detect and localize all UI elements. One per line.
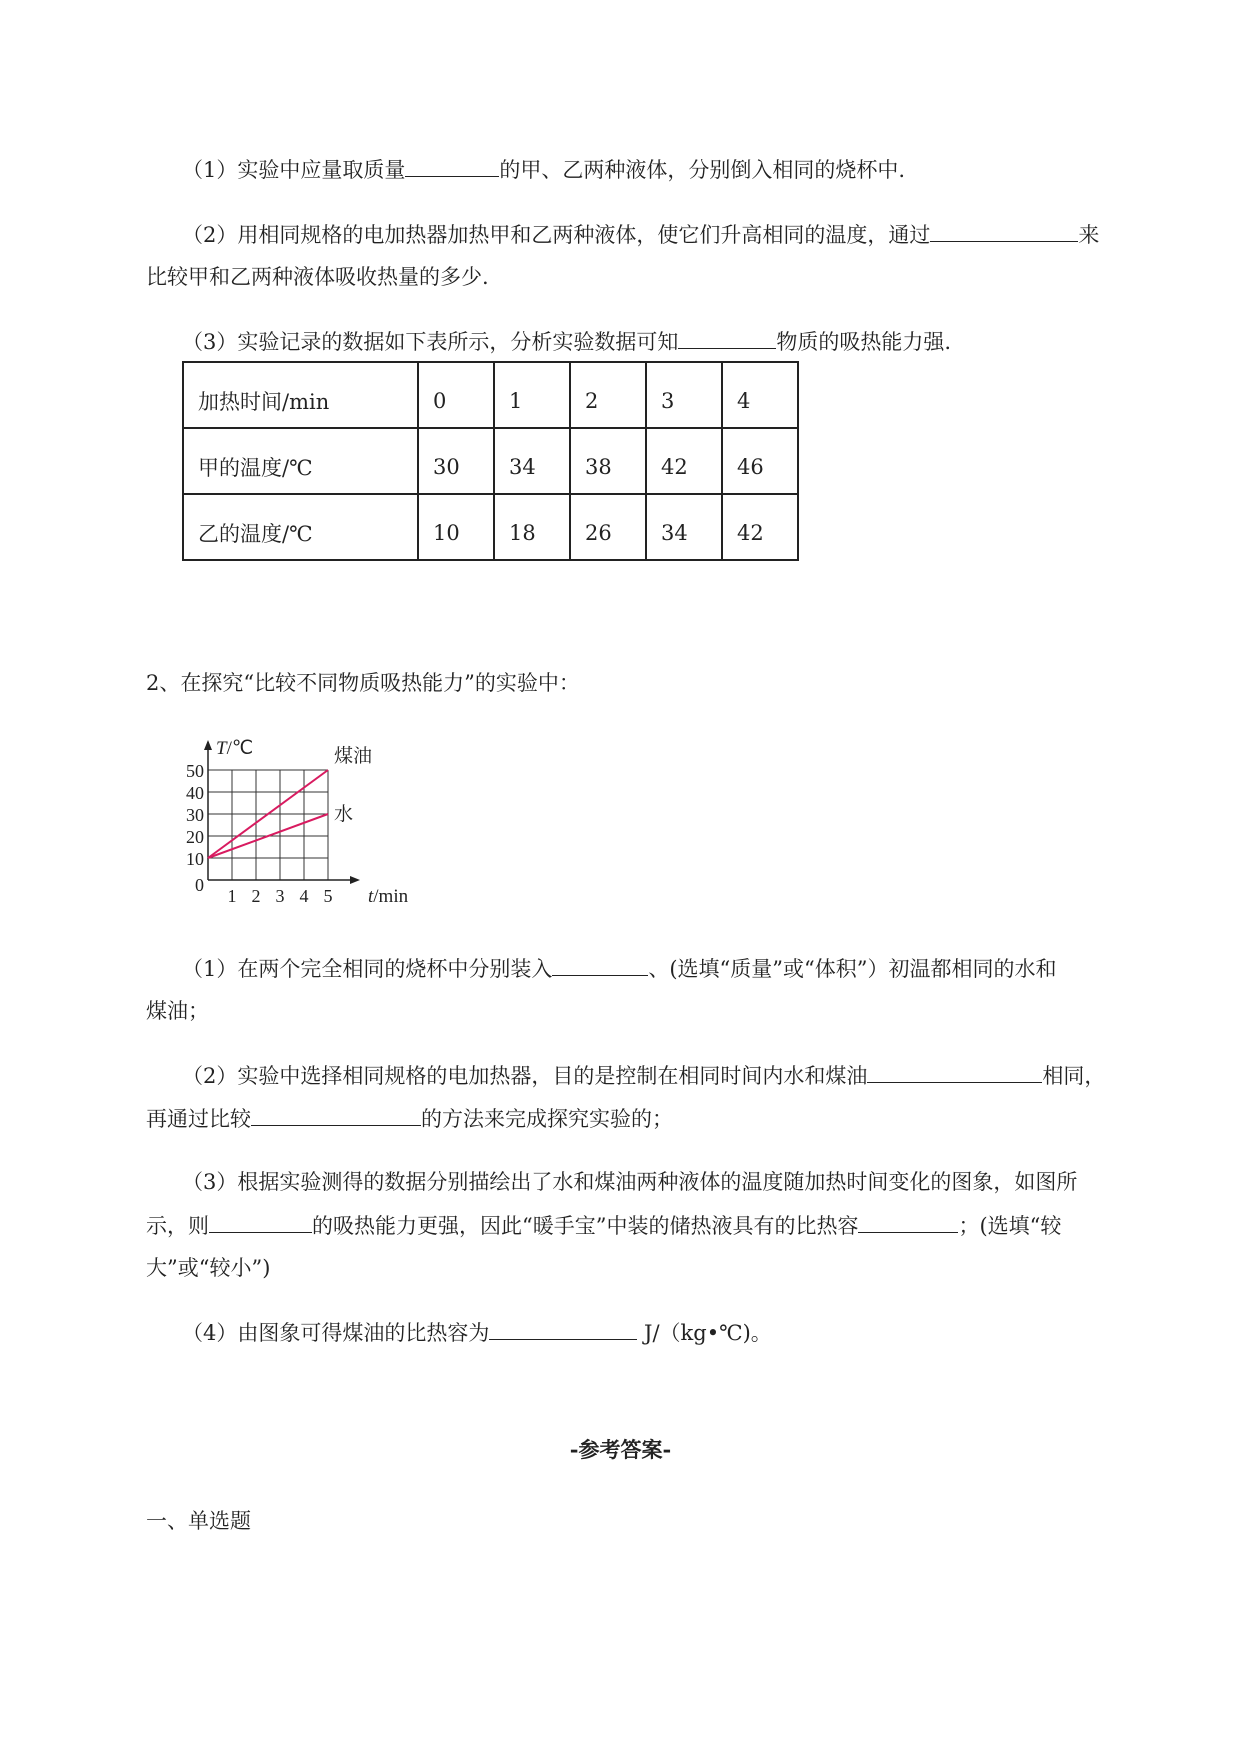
q2-part2-text-b: 相同， <box>1042 1064 1106 1088</box>
q1-part2-cont <box>146 262 489 292</box>
answer-blank[interactable] <box>489 1317 637 1340</box>
q2-part2-text-d: 的方法来完成探究实验的； <box>421 1107 673 1131</box>
table-cell: 4 <box>722 362 798 428</box>
table-row <box>183 362 798 428</box>
q1-part3-text-b: 物质的吸热能力强. <box>776 330 952 354</box>
q1-part2-text-a: （2）用相同规格的电加热器加热甲和乙两种液体，使它们升高相同的温度，通过 <box>182 223 931 247</box>
table-cell: 34 <box>494 428 570 494</box>
temperature-table <box>182 361 799 561</box>
y-tick-label: 10 <box>186 849 204 869</box>
x-tick-label: 3 <box>275 886 285 906</box>
answer-section-heading: 一、单选题 <box>146 1509 251 1533</box>
temperature-time-chart <box>170 732 430 922</box>
q2-part3-cont <box>146 1210 1061 1241</box>
table-cell: 42 <box>646 428 722 494</box>
answer-title: -参考答案- <box>569 1437 672 1462</box>
table-cell: 加热时间/min <box>183 362 418 428</box>
table-cell: 30 <box>418 428 494 494</box>
table-cell: 乙的温度/℃ <box>183 494 418 560</box>
x-tick-label: 5 <box>323 886 333 906</box>
answer-blank[interactable] <box>858 1210 958 1233</box>
y-tick-label: 40 <box>186 783 204 803</box>
q1-part1-text-a: （1）实验中应量取质量 <box>182 158 406 182</box>
q2-part3-text-e: 大”或“较小”) <box>146 1256 271 1280</box>
x-tick-label: 1 <box>227 886 237 906</box>
q2-part3-text-a: （3）根据实验测得的数据分别描绘出了水和煤油两种液体的温度随加热时间变化的图象，如图所 <box>182 1170 1078 1194</box>
q1-part1-text-b: 的甲、乙两种液体，分别倒入相同的烧杯中. <box>499 158 906 182</box>
q2-part2 <box>182 1060 1105 1091</box>
answer-blank[interactable] <box>209 1210 312 1233</box>
y-axis-arrow <box>204 740 212 750</box>
q2-part3-text-d: ；(选填“较 <box>958 1214 1062 1238</box>
y-tick-label: 20 <box>186 827 204 847</box>
x-tick-label: 2 <box>251 886 261 906</box>
answer-blank[interactable] <box>405 154 499 177</box>
y-tick-label: 50 <box>186 761 204 781</box>
q2-part1-cont <box>146 996 209 1026</box>
answer-blank[interactable] <box>552 953 648 976</box>
x-axis-label: t/min <box>368 886 409 907</box>
q1-part2-text-c: 比较甲和乙两种液体吸收热量的多少. <box>146 265 489 289</box>
table-cell: 34 <box>646 494 722 560</box>
table-cell: 10 <box>418 494 494 560</box>
table-row <box>183 428 798 494</box>
q1-part3-text-a: （3）实验记录的数据如下表所示，分析实验数据可知 <box>182 330 679 354</box>
y-tick-label: 0 <box>195 875 204 895</box>
table-cell: 甲的温度/℃ <box>183 428 418 494</box>
series-label-1: 煤油 <box>334 745 373 767</box>
q2-part3-cont2 <box>146 1253 270 1283</box>
table-cell: 26 <box>570 494 646 560</box>
answer-blank[interactable] <box>251 1103 421 1126</box>
q1-part2-text-b: 来 <box>1078 223 1100 247</box>
table-cell: 1 <box>494 362 570 428</box>
table-cell: 0 <box>418 362 494 428</box>
table-cell: 38 <box>570 428 646 494</box>
q2-title: 2、在探究“比较不同物质吸热能力”的实验中： <box>146 671 580 695</box>
answer-blank[interactable] <box>867 1060 1042 1083</box>
table-cell: 42 <box>722 494 798 560</box>
q2-part1-text-c: 煤油； <box>146 999 209 1023</box>
q2-part4 <box>182 1317 772 1348</box>
answer-blank[interactable] <box>930 219 1078 242</box>
q2-part2-text-c: 再通过比较 <box>146 1107 251 1131</box>
answer-blank[interactable] <box>678 326 776 349</box>
q2-part3-text-b: 示，则 <box>146 1214 209 1238</box>
table-cell: 3 <box>646 362 722 428</box>
series-label-2: 水 <box>334 803 354 825</box>
table-cell: 18 <box>494 494 570 560</box>
table-cell: 2 <box>570 362 646 428</box>
table-row <box>183 494 798 560</box>
table-cell: 46 <box>722 428 798 494</box>
x-tick-label: 4 <box>299 886 309 906</box>
q1-part3 <box>182 326 951 357</box>
q2-part4-text-a: （4）由图象可得煤油的比热容为 <box>182 1321 490 1345</box>
x-axis-arrow <box>350 876 360 884</box>
q2-part1-text-b: 、(选填“质量”或“体积”）初温都相同的水和 <box>648 957 1057 981</box>
q1-part1 <box>182 154 905 185</box>
q2-part2-cont <box>146 1103 673 1134</box>
q2-part3-text-c: 的吸热能力更强，因此“暖手宝”中装的储热液具有的比热容 <box>312 1214 859 1238</box>
q2-part1-text-a: （1）在两个完全相同的烧杯中分别装入 <box>182 957 553 981</box>
y-axis-label: T/℃ <box>216 738 254 759</box>
q1-part2 <box>182 219 1099 250</box>
q2-part2-text-a: （2）实验中选择相同规格的电加热器，目的是控制在相同时间内水和煤油 <box>182 1064 868 1088</box>
y-tick-label: 30 <box>186 805 204 825</box>
q2-part3 <box>182 1167 1077 1197</box>
q2-part4-text-b: J/（kg•℃)。 <box>637 1321 772 1345</box>
q2-part1 <box>182 953 1057 984</box>
